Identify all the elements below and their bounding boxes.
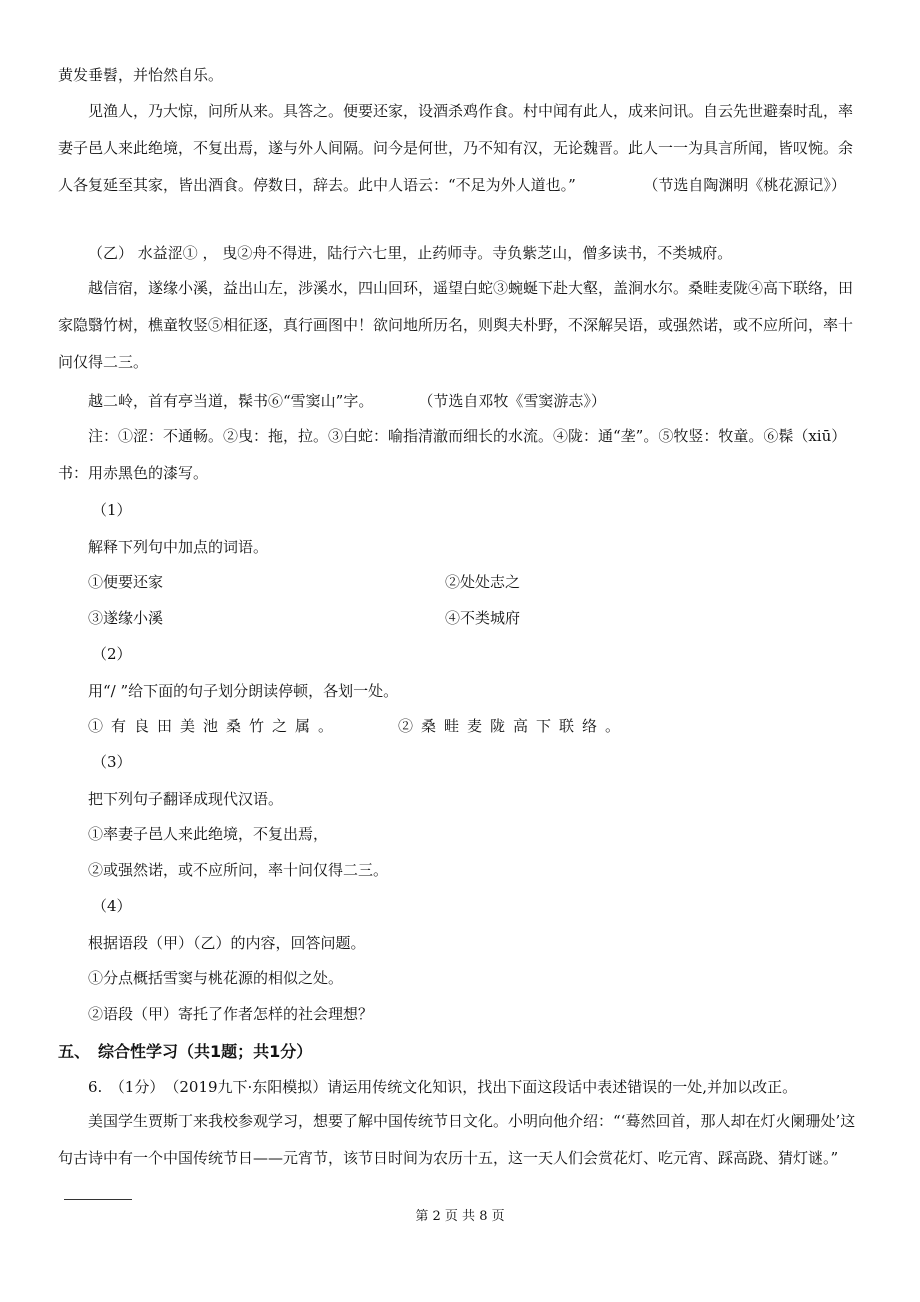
q4-number: （4） bbox=[92, 897, 132, 915]
answer-blank[interactable] bbox=[64, 1185, 132, 1200]
q2-number: （2） bbox=[92, 645, 132, 663]
q1-item: ②处处志之 bbox=[445, 573, 521, 591]
q1-number: （1） bbox=[92, 501, 132, 519]
q1-prompt: 解释下列句中加点的词语。 bbox=[88, 538, 269, 556]
q6-body bbox=[58, 1103, 864, 1214]
q4-item: ②语段（甲）寄托了作者怎样的社会理想？ bbox=[88, 1005, 374, 1023]
q2-item: ①有良田美池桑竹之属。 bbox=[88, 717, 342, 735]
q2-item: ②桑畦麦陇高下联络。 bbox=[398, 717, 629, 735]
q4-prompt: 根据语段（甲）（乙）的内容，回答问题。 bbox=[88, 934, 366, 952]
q6-header: 6. （1分） （2019九下·东阳模拟）请运用传统文化知识，找出下面这段话中表述错误的一处,并加以改正。 bbox=[88, 1078, 798, 1096]
passage-jia-paragraph: 见渔人，乃大惊，问所从来。具答之。便要还家，设酒杀鸡作食。村中闻有此人，成来问讯。自云先世避秦时乱，率妻子邑人来此绝境，不复出焉，遂与外人间隔。问今是何世，乃不知有汉，无论魏晋。此人一一为具言所闻，皆叹惋。余人各复延至其家，皆出酒食。停数日，辞去。此中人语云：“不足为外人道也。” （节选自陶渊明《桃花源记》） bbox=[58, 102, 854, 194]
q1-item: ①便要还家 bbox=[88, 573, 164, 591]
passage-yi-intro: （乙） 水益涩① ， 曳②舟不得进，陆行六七里，止药师寺。寺负紫芝山，僧多读书，不类城府。 bbox=[88, 244, 733, 262]
q1-item: ③遂缘小溪 bbox=[88, 609, 164, 627]
q3-number: （3） bbox=[92, 753, 132, 771]
passage-yi-paragraph: 越信宿，遂缘小溪，益出山左，涉溪水，四山回环，遥望白蛇③蜿蜒下赴大壑，盖涧水尔。桑畦麦陇④高下联络，田家隐翳竹树，樵童牧竖⑤相征逐，真行画图中！欲问地所历名，则舆夫朴野，不深解吴语，或强然诺，或不应所问，率十问仅得二三。 bbox=[58, 279, 854, 371]
passage-yi-closing: 越二岭，首有亭当道，髹书⑥“雪窦山”字。 （节选自邓牧《雪窦游志》） bbox=[88, 392, 606, 410]
q6-body-text: 美国学生贾斯丁来我校参观学习，想要了解中国传统节日文化。小明向他介绍：“‘蓦然回首，那人却在灯火阑珊处’这句古诗中有一个中国传统节日——元宵节，该节日时间为农历十五，这一天人们会赏花灯、吃元宵、踩高跷、猜灯谜。” bbox=[58, 1112, 856, 1167]
q3-item: ②或强然诺，或不应所问，率十问仅得二三。 bbox=[88, 861, 389, 879]
passage-jia-end: 黄发垂髫，并怡然自乐。 bbox=[58, 66, 224, 84]
q4-item: ①分点概括雪窦与桃花源的相似之处。 bbox=[88, 969, 344, 987]
q3-prompt: 把下列句子翻译成现代汉语。 bbox=[88, 790, 284, 808]
q2-prompt: 用“/ ”给下面的句子划分朗读停顿，各划一处。 bbox=[88, 682, 399, 700]
page-footer: 第 2 页 共 8 页 bbox=[415, 1209, 505, 1224]
q3-item: ①率妻子邑人来此绝境，不复出焉， bbox=[88, 825, 329, 843]
section-heading: 五、 综合性学习（共1题；共1分） bbox=[58, 1042, 313, 1061]
q1-item: ④不类城府 bbox=[445, 609, 521, 627]
annotations: 注：①涩：不通畅。②曳：拖，拉。③白蛇：喻指清澈而细长的水流。④陇：通“垄”。⑤牧竖：牧童。⑥髹（xiū）书：用赤黑色的漆写。 bbox=[58, 427, 847, 482]
